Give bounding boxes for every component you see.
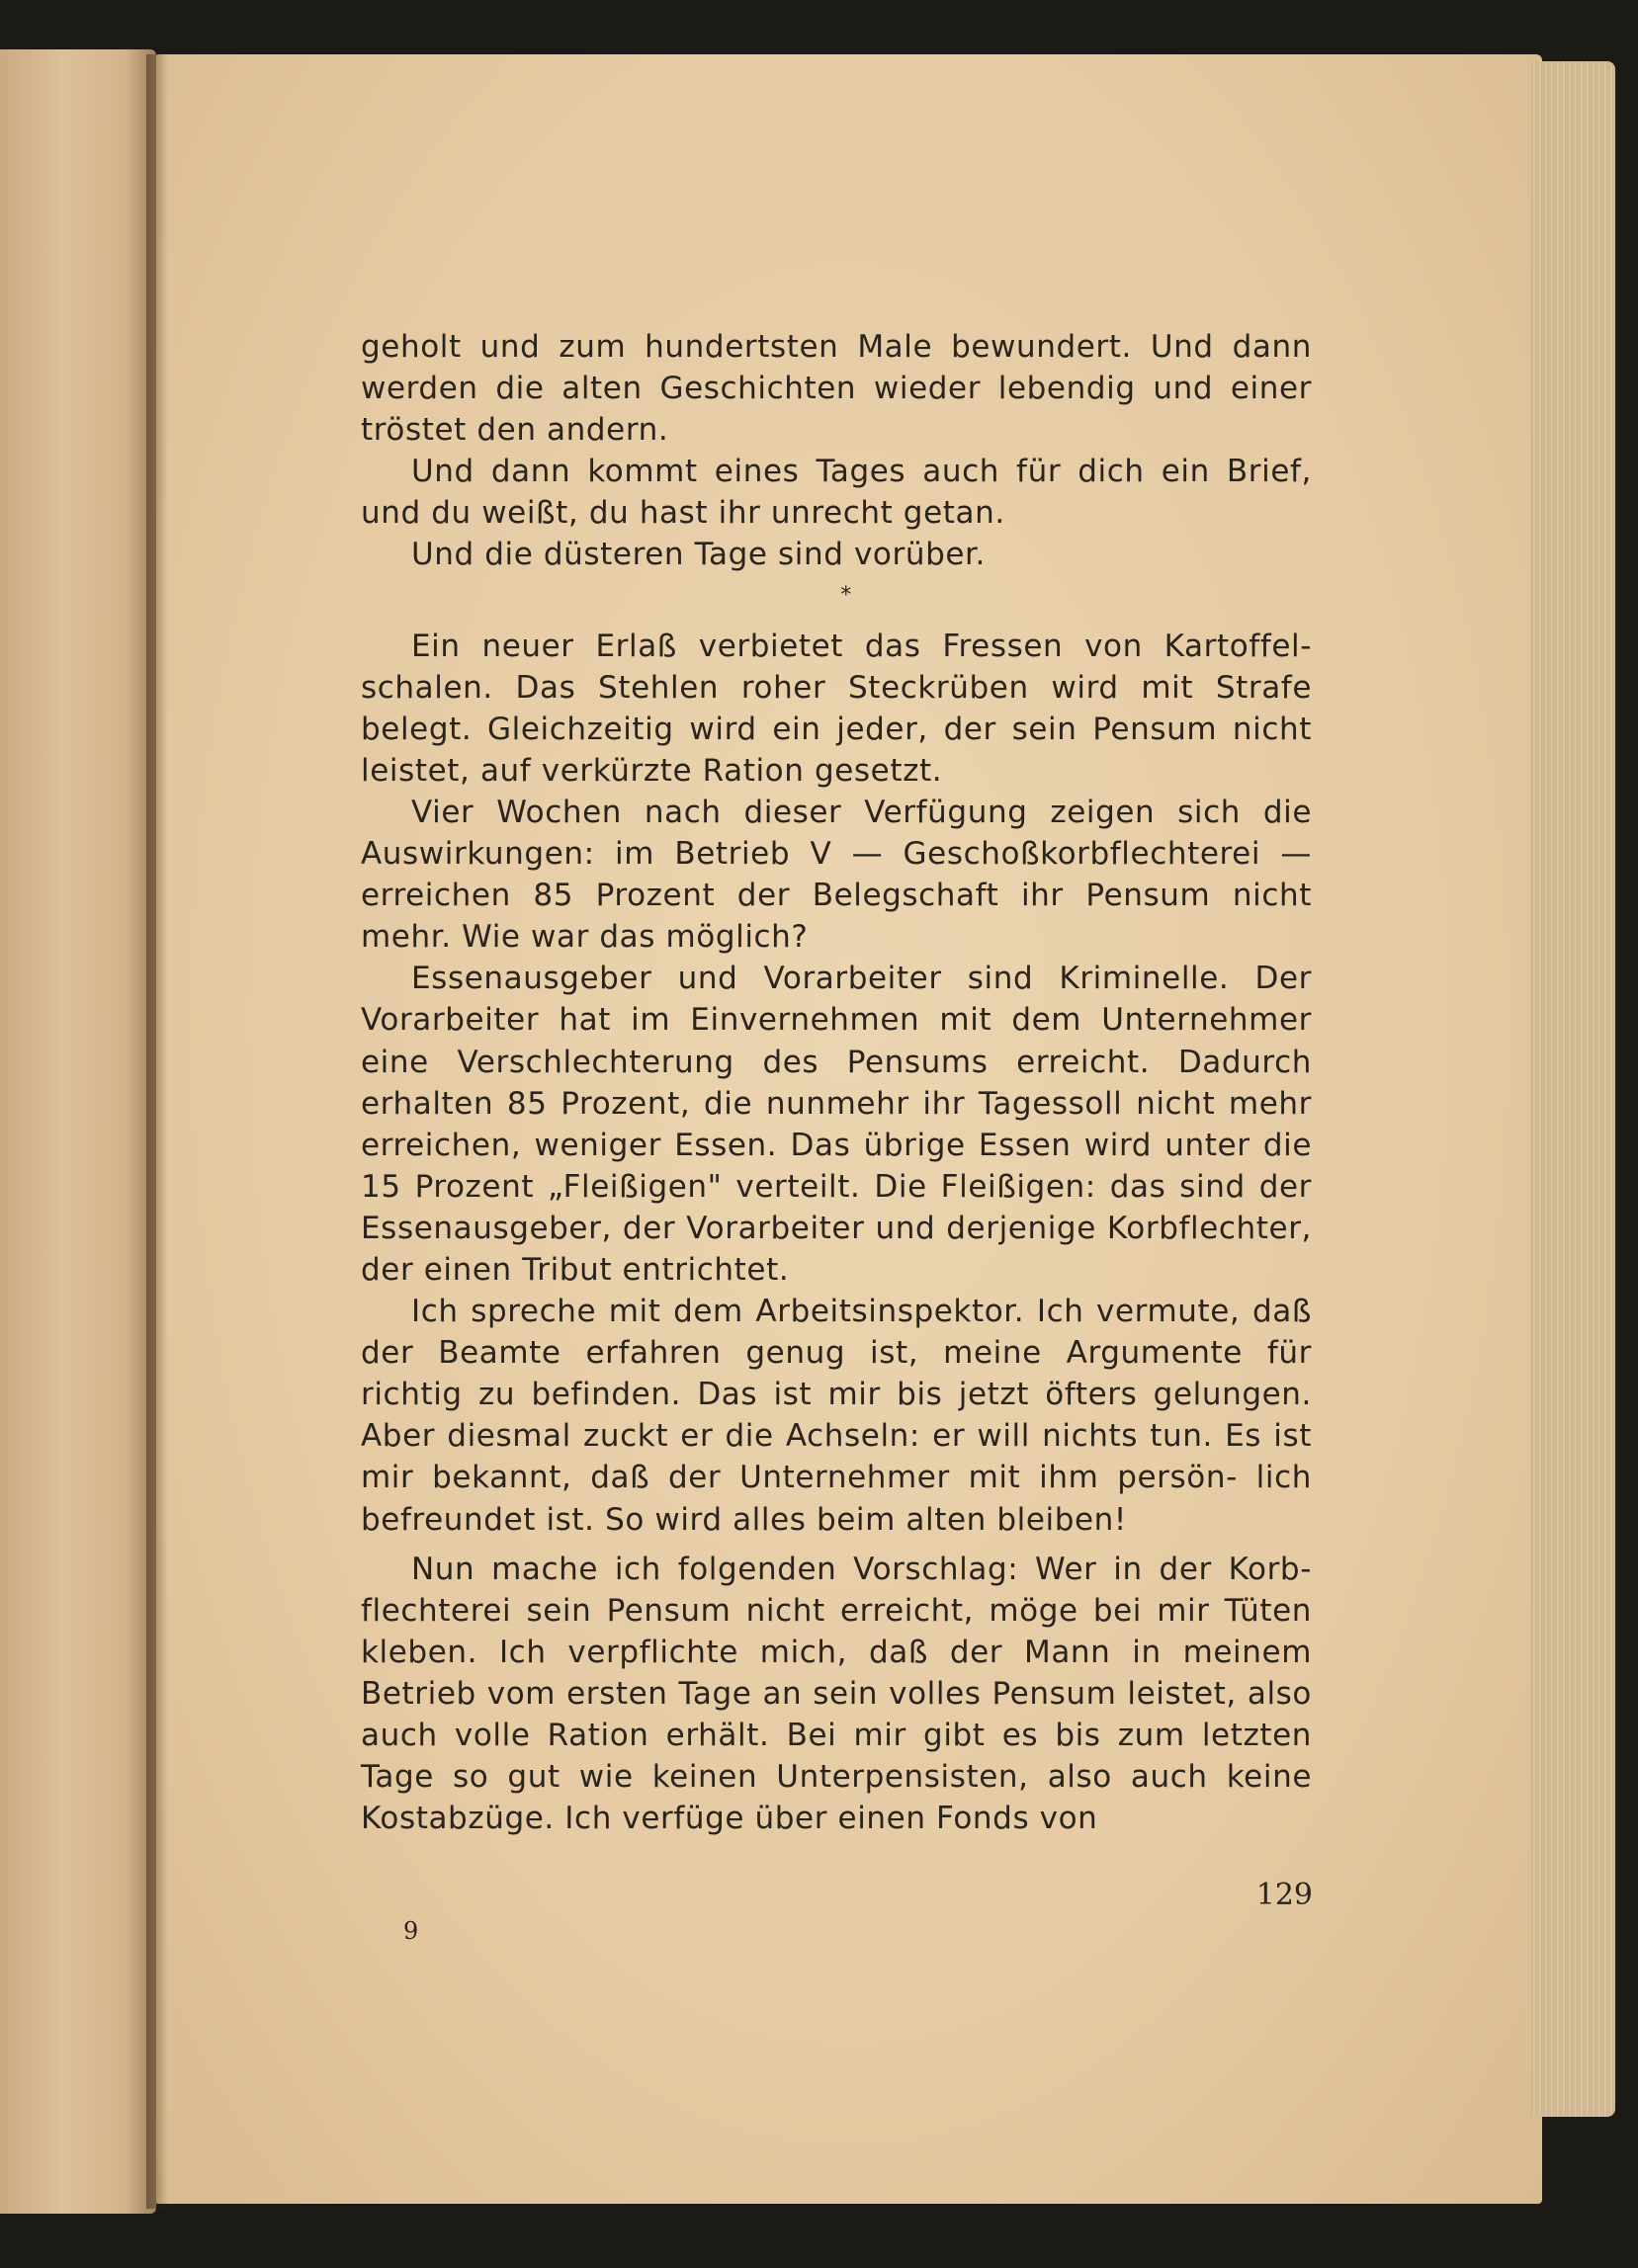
text-line: richtig zu befinden. Das ist mir bis jetzt öfters gelungen. — [361, 1377, 1312, 1413]
text-line: Es ist mir bekannt, daß der Unternehmer mit ihm persön- — [361, 1418, 1312, 1496]
text-line: schalen. Das Stehlen roher Steckrüben wird mit Strafe — [361, 669, 1312, 706]
text-line: Vorarbeiter hat im Einvernehmen mit dem Unternehmer — [361, 1002, 1312, 1039]
paragraph — [361, 792, 1312, 958]
left-facing-page-edge — [0, 49, 156, 2214]
text-line: Ein neuer Erlaß verbietet das Fressen von Kartoffel- — [411, 628, 1312, 664]
body-text — [361, 326, 1312, 1839]
text-line: Betrieb vom ersten Tage an sein volles Pensum leistet, — [361, 1675, 1248, 1712]
paragraph — [361, 451, 1312, 534]
section-separator: * — [840, 582, 852, 608]
text-line: mehr. Wie war das möglich? — [361, 919, 809, 956]
signature-mark: 9 — [403, 1917, 419, 1945]
text-line: eine Verschlechterung des Pensums erreicht. Dadurch — [361, 1044, 1312, 1080]
text-line: flechterei sein Pensum nicht erreicht, möge bei mir Tüten — [361, 1592, 1312, 1629]
text-line: geholt und zum hundertsten Male bewundert. Und dann — [361, 329, 1312, 365]
text-line: letzten Tage so gut wie keinen Unterpensisten, also auch — [361, 1718, 1312, 1796]
text-line: die 15 Prozent „Fleißigen" verteilt. Die Fleißigen: das — [361, 1127, 1312, 1205]
text-line: Vier Wochen nach dieser Verfügung zeigen sich die — [411, 794, 1312, 830]
paragraph — [361, 958, 1312, 1291]
text-line: sind der Essenausgeber, der Vorarbeiter und derjenige — [361, 1168, 1312, 1246]
text-line: nicht leistet, auf verkürzte Ration gesetzt. — [361, 711, 1312, 789]
text-line: Und die düsteren Tage sind vorüber. — [411, 537, 986, 573]
text-line: erreichen 85 Prozent der Belegschaft ihr Pensum nicht — [361, 878, 1312, 914]
text-line: Korbflechter, der einen Tribut entrichtet. — [361, 1210, 1312, 1288]
text-line: keine Kostabzüge. Ich verfüge über einen Fonds von — [361, 1759, 1312, 1837]
text-line: erhalten 85 Prozent, die nunmehr ihr Tagessoll nicht mehr — [361, 1085, 1312, 1122]
text-line: und du weißt, du hast ihr unrecht getan. — [361, 495, 1005, 532]
text-line: Ich spreche mit dem Arbeitsinspektor. Ich vermute, — [411, 1294, 1252, 1330]
paragraph — [361, 326, 1312, 451]
text-line: daß der Beamte erfahren genug ist, meine Argumente für — [361, 1294, 1312, 1372]
paragraph — [361, 1549, 1312, 1840]
text-line: werden die alten Geschichten wieder lebendig und einer — [361, 371, 1312, 407]
gutter-shadow — [146, 54, 168, 2209]
text-line: lich befreundet ist. So wird alles beim alten bleiben! — [361, 1460, 1312, 1538]
text-line: Auswirkungen: im Betrieb V — Geschoßkorbflechterei — — [361, 836, 1312, 873]
text-line: erreichen, weniger Essen. Das übrige Essen wird unter — [361, 1127, 1263, 1163]
paragraph — [361, 1291, 1312, 1541]
text-line: Nun mache ich folgenden Vorschlag: Wer in der Korb- — [411, 1551, 1312, 1587]
page-number: 129 — [1255, 1878, 1313, 1912]
text-line: Essenausgeber und Vorarbeiter sind Kriminelle. Der — [411, 961, 1312, 997]
text-line: also auch volle Ration erhält. Bei mir gibt es bis zum — [361, 1675, 1312, 1753]
text-line: kleben. Ich verpflichte mich, daß der Mann in meinem — [361, 1634, 1312, 1670]
paragraph — [361, 534, 1312, 575]
page-stack-edge — [1530, 61, 1615, 2117]
text-line: Und dann kommt eines Tages auch für dich ein Brief, — [411, 454, 1312, 490]
text-line: Aber diesmal zuckt er die Achseln: er will nichts tun. — [361, 1418, 1226, 1455]
paragraph — [361, 626, 1312, 792]
text-line: belegt. Gleichzeitig wird ein jeder, der sein Pensum — [361, 711, 1233, 747]
text-line: tröstet den andern. — [361, 412, 669, 449]
